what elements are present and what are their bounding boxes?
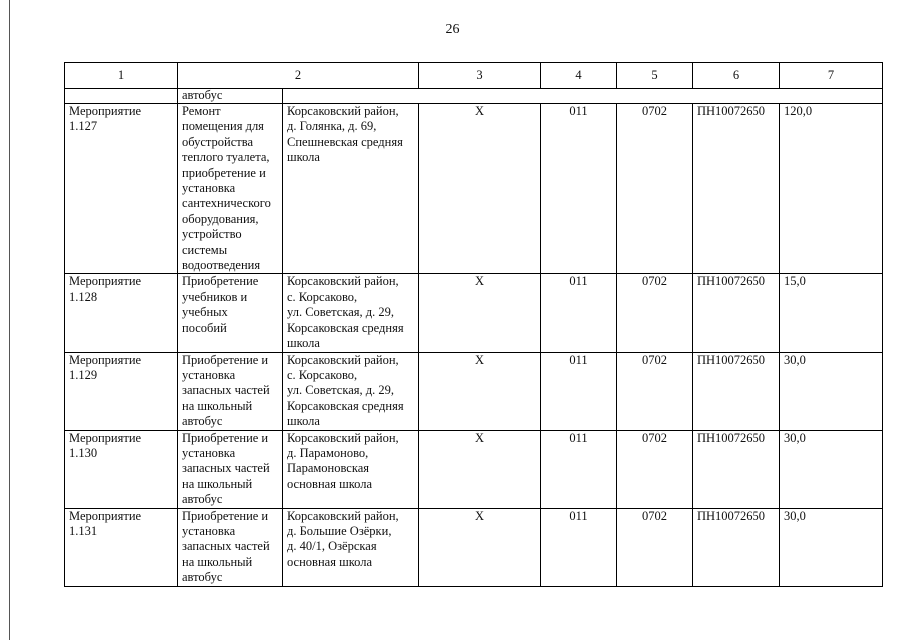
activity-description-cell <box>178 430 283 508</box>
page-margin-line <box>9 0 10 640</box>
header-col-6: 6 <box>693 63 780 89</box>
activity-address-cell <box>283 430 419 508</box>
activity-address-line: д. Голянка, д. 69, <box>287 119 377 134</box>
activity-address-line: Корсаковская средняя <box>287 320 404 335</box>
activity-address-line: основная школа <box>287 476 372 491</box>
activity-address-line: Парамоновская <box>287 461 370 476</box>
col-4-cell: 011 <box>541 508 617 586</box>
activity-address-cell <box>283 104 419 274</box>
activity-address-line: школа <box>287 150 320 165</box>
header-col-7: 7 <box>780 63 883 89</box>
activity-address-line: Спешневская средняя <box>287 134 403 149</box>
activity-address-line: с. Корсаково, <box>287 367 358 382</box>
col-6-cell: ПН10072650 <box>693 274 780 352</box>
col-7-cell: 30,0 <box>780 352 883 430</box>
page-number: 26 <box>445 22 460 37</box>
activity-description-line: учебных <box>182 305 228 320</box>
col-3-cell: Х <box>419 104 541 274</box>
activity-address-line: ул. Советская, д. 29, <box>287 305 394 320</box>
header-col-3: 3 <box>419 63 541 89</box>
col-3-cell: Х <box>419 274 541 352</box>
activity-description-line: сантехнического <box>182 196 271 211</box>
activity-description-line: Ремонт <box>182 104 221 118</box>
col-3-cell: Х <box>419 430 541 508</box>
activity-description-line: на школьный <box>182 476 253 491</box>
activity-name-line: 1.127 <box>69 119 98 134</box>
activity-description-cell <box>178 352 283 430</box>
activity-address-line: основная школа <box>287 554 372 569</box>
col-4-cell: 011 <box>541 430 617 508</box>
activity-description-line: оборудования, <box>182 211 259 226</box>
col-5-cell: 0702 <box>617 430 693 508</box>
col-5-cell: 0702 <box>617 274 693 352</box>
col-5-cell: 0702 <box>617 104 693 274</box>
activity-description-line: установка <box>182 181 236 196</box>
col-4-cell: 011 <box>541 274 617 352</box>
activity-description-line: пособий <box>182 320 227 335</box>
col-3-cell: Х <box>419 352 541 430</box>
activity-description-line: автобус <box>182 492 223 507</box>
activity-description-line: приобретение и <box>182 165 266 180</box>
activity-address-cell <box>283 352 419 430</box>
activity-address-line: д. Большие Озёрки, <box>287 523 392 538</box>
activity-name-cell <box>65 274 178 352</box>
activity-address-line: Корсаковский район, <box>287 352 399 367</box>
activity-name-line: Мероприятие <box>69 274 142 289</box>
col-7-cell: 30,0 <box>780 508 883 586</box>
activity-description-line: устройство <box>182 227 242 242</box>
header-col-5: 5 <box>617 63 693 89</box>
continuation-blank <box>65 89 178 104</box>
activity-address-line: с. Корсаково, <box>287 289 358 304</box>
col-7-cell: 30,0 <box>780 430 883 508</box>
activity-description-line: автобус <box>182 414 223 429</box>
activity-description-line: запасных частей <box>182 461 270 476</box>
activity-description-line: Приобретение <box>182 274 259 289</box>
activity-address-cell <box>283 274 419 352</box>
continuation-row <box>65 89 883 104</box>
activity-description-line: Приобретение и <box>182 352 269 367</box>
col-7-cell: 15,0 <box>780 274 883 352</box>
activity-description-line: обустройства <box>182 134 254 149</box>
activity-address-line: школа <box>287 336 320 351</box>
col-6-cell: ПН10072650 <box>693 508 780 586</box>
activity-name-line: 1.129 <box>69 367 98 382</box>
activity-name-cell <box>65 352 178 430</box>
col-7-cell: 120,0 <box>780 104 883 274</box>
activity-description-line: Приобретение и <box>182 508 269 523</box>
table-row <box>65 508 883 586</box>
activity-description-line: помещения для <box>182 119 264 134</box>
activity-address-line: д. 40/1, Озёрская <box>287 539 377 554</box>
activity-description-line: теплого туалета, <box>182 150 270 165</box>
activity-description-cell <box>178 104 283 274</box>
table-row <box>65 430 883 508</box>
activity-description-line: установка <box>182 367 236 382</box>
activity-address-line: ул. Советская, д. 29, <box>287 383 394 398</box>
col-3-cell: Х <box>419 508 541 586</box>
activity-name-cell <box>65 508 178 586</box>
activity-description-line: установка <box>182 523 236 538</box>
col-5-cell: 0702 <box>617 352 693 430</box>
table-row <box>65 104 883 274</box>
continuation-blank-wide <box>283 89 883 104</box>
activity-description-line: учебников и <box>182 289 248 304</box>
activity-description-line: системы <box>182 242 228 257</box>
table-row <box>65 352 883 430</box>
activity-description-line: запасных частей <box>182 383 270 398</box>
col-5-cell: 0702 <box>617 508 693 586</box>
activity-description-line: водоотведения <box>182 258 261 273</box>
activity-name-line: Мероприятие <box>69 104 142 118</box>
activity-name-line: 1.128 <box>69 289 98 304</box>
activity-address-line: д. Парамоново, <box>287 445 369 460</box>
activity-description-line: автобус <box>182 570 223 585</box>
header-col-1: 1 <box>65 63 178 89</box>
header-col-2: 2 <box>178 63 419 89</box>
col-4-cell: 011 <box>541 352 617 430</box>
activity-name-line: 1.131 <box>69 523 98 538</box>
activity-address-line: Корсаковский район, <box>287 508 399 523</box>
table-row <box>65 274 883 352</box>
activity-address-line: Корсаковский район, <box>287 104 399 118</box>
header-row <box>65 63 883 89</box>
activity-description-line: Приобретение и <box>182 430 269 445</box>
activity-name-line: Мероприятие <box>69 430 142 445</box>
activity-description-line: установка <box>182 445 236 460</box>
activity-name-line: Мероприятие <box>69 352 142 367</box>
col-4-cell: 011 <box>541 104 617 274</box>
activity-description-line: на школьный <box>182 398 253 413</box>
activity-description-line: на школьный <box>182 554 253 569</box>
header-col-4: 4 <box>541 63 617 89</box>
activity-address-line: Корсаковский район, <box>287 430 399 445</box>
activity-description-line: запасных частей <box>182 539 270 554</box>
col-6-cell: ПН10072650 <box>693 430 780 508</box>
activity-description-cell <box>178 274 283 352</box>
activity-address-line: школа <box>287 414 320 429</box>
activity-name-cell <box>65 104 178 274</box>
col-6-cell: ПН10072650 <box>693 104 780 274</box>
activity-address-cell <box>283 508 419 586</box>
activity-address-line: Корсаковский район, <box>287 274 399 289</box>
activity-address-line: Корсаковская средняя <box>287 398 404 413</box>
budget-table <box>64 62 883 587</box>
col-6-cell: ПН10072650 <box>693 352 780 430</box>
activity-name-line: Мероприятие <box>69 508 142 523</box>
activity-name-cell <box>65 430 178 508</box>
activity-name-line: 1.130 <box>69 445 98 460</box>
continuation-text: автобус <box>178 89 283 104</box>
activity-description-cell <box>178 508 283 586</box>
